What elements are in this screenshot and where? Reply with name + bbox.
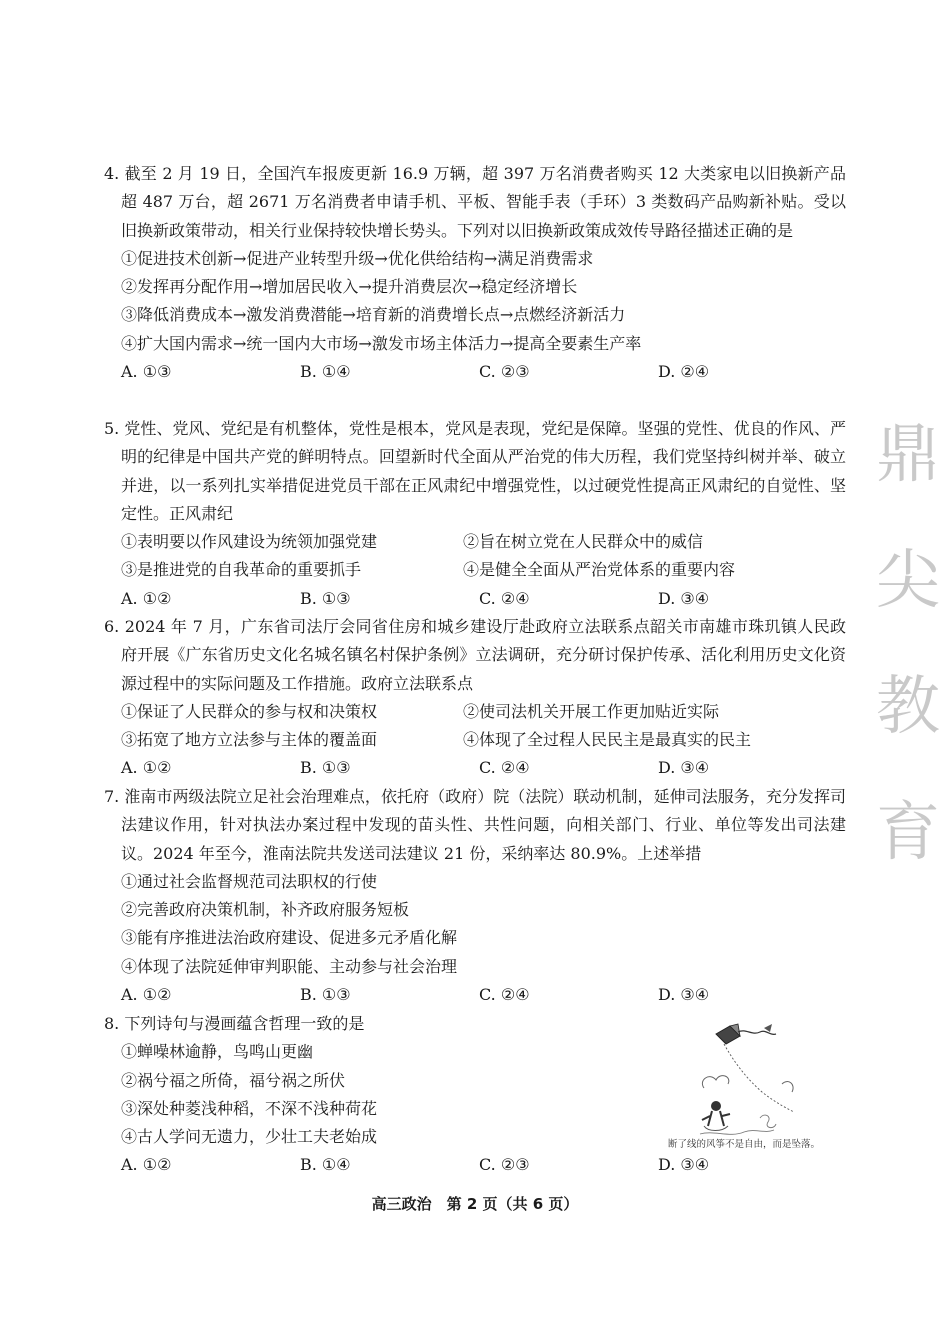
question-6-option-2: ②使司法机关开展工作更加贴近实际	[463, 701, 720, 721]
question-4-option-4: ④扩大国内需求→统一国内大市场→激发市场主体活力→提高全要素生产率	[121, 333, 642, 353]
question-4-option-3: ③降低消费成本→激发消费潜能→培育新的消费增长点→点燃经济新活力	[121, 305, 626, 325]
question-4-option-2: ②发挥再分配作用→增加居民收入→提升消费层次→稳定经济增长	[121, 277, 578, 297]
question-5-options-row-1	[104, 528, 846, 556]
answer-a: A. ①②	[121, 588, 172, 608]
question-8-option-2: ②祸兮福之所倚，福兮祸之所伏	[121, 1070, 346, 1090]
question-6-option-4: ④体现了全过程人民民主是最真实的民主	[463, 730, 752, 750]
question-7-option-2: ②完善政府决策机制，补齐政府服务短板	[121, 900, 410, 920]
answer-b: B. ①③	[300, 758, 351, 778]
question-5-option-2: ②旨在树立党在人民群众中的威信	[463, 532, 704, 552]
question-7-option-3: ③能有序推进法治政府建设、促进多元矛盾化解	[121, 928, 458, 948]
answer-d: D. ③④	[658, 1155, 710, 1175]
watermark-char: 育	[876, 796, 940, 870]
answer-d: D. ③④	[658, 588, 710, 608]
answer-c: C. ②④	[479, 985, 530, 1005]
question-8-stem: 8. 下列诗句与漫画蕴含哲理一致的是	[104, 1014, 365, 1033]
question-6-answers	[104, 754, 846, 782]
question-4	[104, 160, 846, 386]
question-5-answers	[104, 585, 846, 613]
answer-a: A. ①③	[121, 362, 172, 382]
question-7	[104, 783, 846, 1009]
question-4-option-1: ①促进技术创新→促进产业转型升级→优化供给结构→满足消费需求	[121, 248, 594, 268]
answer-c: C. ②③	[479, 362, 530, 382]
answer-b: B. ①③	[300, 588, 351, 608]
answer-a: A. ①②	[121, 758, 172, 778]
answer-b: B. ①③	[300, 985, 351, 1005]
question-8-answers	[104, 1151, 846, 1179]
page-footer: 高三政治 第 2 页（共 6 页）	[371, 1195, 579, 1213]
question-6-options-row-2	[104, 726, 846, 754]
question-5-option-1: ①表明要以作风建设为统领加强党建	[121, 532, 378, 552]
question-6	[104, 613, 846, 783]
watermark-char: 尖	[876, 544, 940, 618]
watermark	[868, 392, 948, 896]
question-4-answers	[104, 358, 846, 386]
answer-d: D. ②④	[658, 362, 710, 382]
answer-a: A. ①②	[121, 1155, 172, 1175]
question-7-option-1: ①通过社会监督规范司法职权的行使	[121, 871, 378, 891]
question-5-option-4: ④是健全全面从严治党体系的重要内容	[463, 560, 736, 580]
answer-d: D. ③④	[658, 985, 710, 1005]
watermark-char: 教	[876, 670, 940, 744]
watermark-char: 鼎	[876, 418, 940, 492]
answer-c: C. ②④	[479, 588, 530, 608]
answer-b: B. ①④	[300, 1155, 351, 1175]
question-8-option-3: ③深处种菱浅种稻，不深不浅种荷花	[121, 1098, 378, 1118]
answer-c: C. ②④	[479, 758, 530, 778]
question-4-stem: 4. 截至 2 月 19 日，全国汽车报废更新 16.9 万辆，超 397 万名消费者购买 12 大类家电以旧换新产品超 487 万台，超 2671 万名消费者申请手机、平板、智能手表（手环）3 类数码产品购新补贴。受以旧换新政策带动，相关行业保持较快增长势头。下列对以旧换新政策成效传导路径描述正确的是	[104, 164, 846, 240]
question-5	[104, 415, 846, 613]
person-icon	[702, 1101, 730, 1131]
question-7-stem: 7. 淮南市两级法院立足社会治理难点，依托府（政府）院（法院）联动机制，延伸司法服务，充分发挥司法建议作用，针对执法办案过程中发现的苗头性、共性问题，向相关部门、行业、单位等发出司法建议。2024 年至今，淮南法院共发送司法建议 21 份，采纳率达 80.9%。上述举措	[104, 787, 846, 863]
question-6-option-3: ③拓宽了地方立法参与主体的覆盖面	[121, 730, 378, 750]
question-8-option-1: ①蝉噪林逾静，鸟鸣山更幽	[121, 1042, 314, 1062]
answer-b: B. ①④	[300, 362, 351, 382]
question-8-option-4: ④古人学问无遗力，少壮工夫老始成	[121, 1127, 378, 1147]
question-6-stem: 6. 2024 年 7 月，广东省司法厅会同省住房和城乡建设厅赴政府立法联系点韶关市南雄市珠玑镇人民政府开展《广东省历史文化名城名镇名村保护条例》立法调研，充分研讨保护传承、活化利用历史文化资源过程中的实际问题及工作措施。政府立法联系点	[104, 617, 846, 693]
kite-icon	[716, 1024, 776, 1044]
kite-string	[724, 1044, 794, 1112]
kite-cartoon	[664, 1022, 850, 1152]
question-6-option-1: ①保证了人民群众的参与权和决策权	[121, 701, 378, 721]
answer-d: D. ③④	[658, 758, 710, 778]
question-6-options-row-1	[104, 698, 846, 726]
answer-a: A. ①②	[121, 985, 172, 1005]
cartoon-caption: 断了线的风筝不是自由，而是坠落。	[668, 1139, 821, 1150]
question-7-option-4: ④体现了法院延伸审判职能、主动参与社会治理	[121, 956, 458, 976]
question-7-answers	[104, 981, 846, 1009]
question-5-option-3: ③是推进党的自我革命的重要抓手	[121, 560, 362, 580]
question-5-options-row-2	[104, 556, 846, 584]
answer-c: C. ②③	[479, 1155, 530, 1175]
question-5-stem: 5. 党性、党风、党纪是有机整体，党性是根本，党风是表现，党纪是保障。坚强的党性、优良的作风、严明的纪律是中国共产党的鲜明特点。回望新时代全面从严治党的伟大历程，我们党坚持纠树并举、破立并进，以一系列扎实举措促进党员干部在正风肃纪中增强党性，以过硬党性提高正风肃纪的自觉性、坚定性。正风肃纪	[104, 419, 846, 523]
